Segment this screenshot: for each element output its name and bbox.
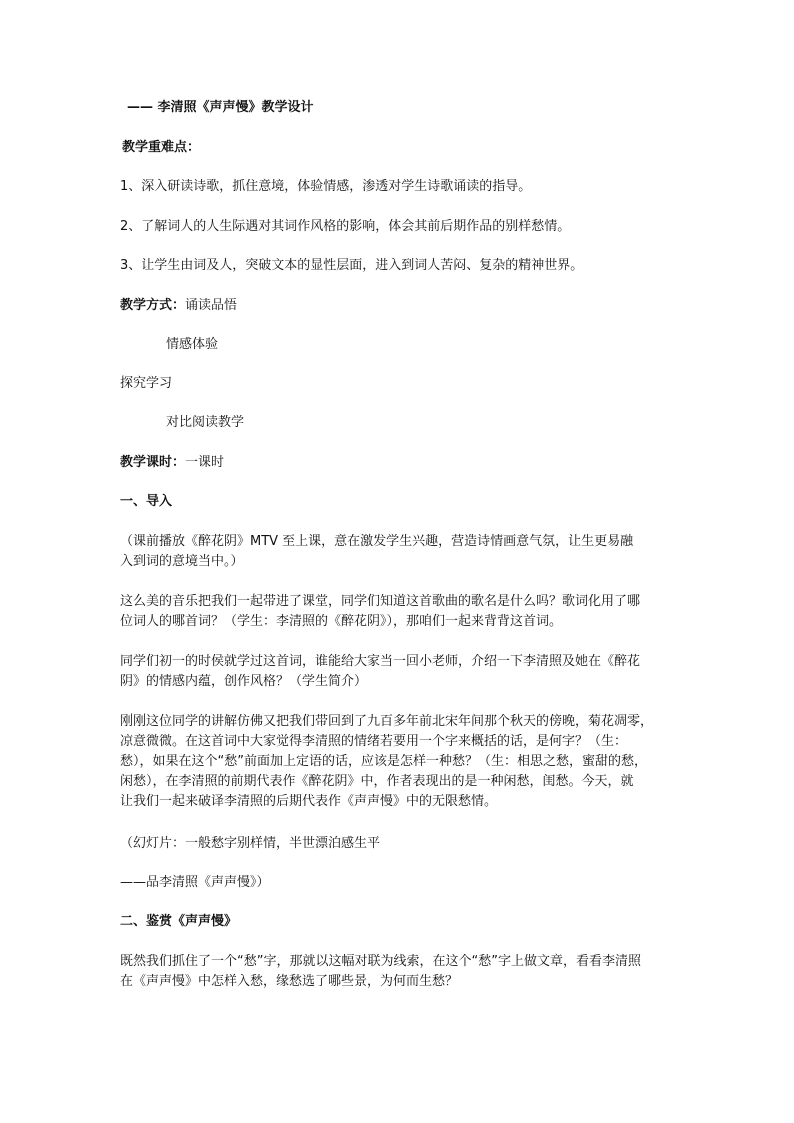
key-point-3: 3、让学生由词及人，突破文本的显性层面，进入到词人苦闷、复杂的精神世界。 <box>120 258 584 273</box>
key-points-heading: 教学重难点： <box>122 140 201 155</box>
section2-heading: 二、鉴赏《声声慢》 <box>120 914 238 929</box>
method-1: 诵读品悟 <box>185 298 238 313</box>
paragraph-line: 同学们初一的时侯就学过这首词，谁能给大家当一回小老师，介绍一下李清照及她在《醉花 <box>120 654 641 669</box>
paragraph-line: 这么美的音乐把我们一起带进了课堂，同学们知道这首歌曲的歌名是什么吗？歌词化用了哪 <box>120 594 641 609</box>
hours-value: 一课时 <box>185 455 225 470</box>
paragraph-line: 让我们一起来破译李清照的后期代表作《声声慢》中的无限愁情。 <box>120 794 498 809</box>
paragraph-line: 位词人的哪首词？（学生：李清照的《醉花阴》），那咱们一起来背背这首词。 <box>120 614 563 629</box>
hours-label: 教学课时： <box>120 455 186 470</box>
hours-line <box>120 453 224 473</box>
paragraph-3 <box>120 712 653 812</box>
method-2: 情感体验 <box>166 337 219 352</box>
section1-note-line: 入到词的意境当中。） <box>120 554 244 569</box>
paragraph-line: 既然我们抓住了一个“愁”字，那就以这幅对联为线索，在这个“愁”字上做文章，看看李清照 <box>120 954 641 969</box>
paragraph-line: 闲愁），在李清照的前期代表作《醉花阴》中，作者表现出的是一种闲愁，闺愁。今天，就 <box>120 774 634 789</box>
methods-line <box>120 296 237 316</box>
paragraph-line: 刚刚这位同学的讲解仿佛又把我们带回到了九百多年前北宋年间那个秋天的傍晚，菊花凋零， <box>120 714 654 729</box>
paragraph-line: 阴》的情感内蕴，创作风格？（学生简介） <box>120 674 368 689</box>
paragraph-2 <box>120 652 640 692</box>
method-3: 探究学习 <box>120 376 173 391</box>
paragraph-line: 凉意微微。在这首词中大家觉得李清照的情绪若要用一个字来概括的话，是何字？（生： <box>120 734 628 749</box>
section1-note <box>120 532 633 572</box>
methods-label: 教学方式： <box>120 298 186 313</box>
slide-note-2: ——品李清照《声声慢》） <box>120 875 270 890</box>
section1-note-line: （课前播放《醉花阴》MTV 至上课，意在激发学生兴趣，营造诗情画意气氛，让生更易融 <box>120 534 634 549</box>
slide-note: （幻灯片：一般愁字别样情，半世漂泊感生平 <box>120 836 381 851</box>
paragraph-1 <box>120 592 640 632</box>
method-4: 对比阅读教学 <box>166 415 245 430</box>
paragraph-line: 愁），如果在这个“愁”前面加上定语的话，应该是怎样一种愁？（生：相思之愁，蜜甜的愁， <box>120 754 647 769</box>
paragraph-4 <box>120 952 641 992</box>
document-title: —— 李清照《声声慢》教学设计 <box>127 100 314 115</box>
key-point-1: 1、深入研读诗歌，抓住意境，体验情感，渗透对学生诗歌诵读的指导。 <box>120 179 532 194</box>
section1-heading: 一、导入 <box>120 494 173 509</box>
key-point-2: 2、了解词人的人生际遇对其词作风格的影响，体会其前后期作品的别样愁情。 <box>120 219 571 234</box>
paragraph-line: 在《声声慢》中怎样入愁，缘愁选了哪些景，为何而生愁？ <box>120 974 459 989</box>
